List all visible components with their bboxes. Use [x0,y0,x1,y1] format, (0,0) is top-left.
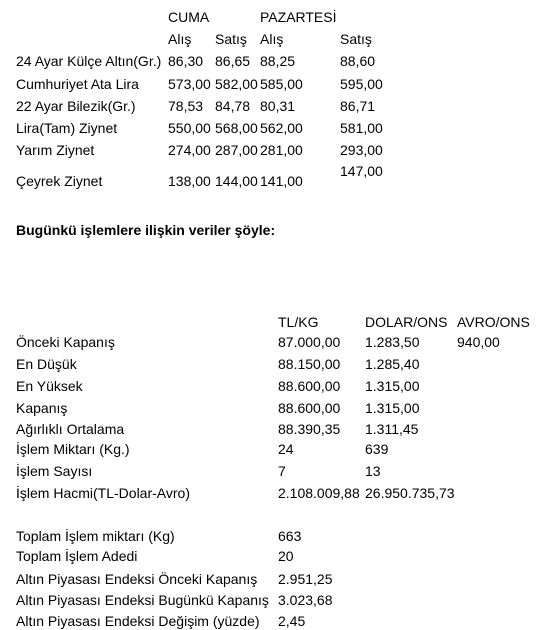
summary-label: Altın Piyasası Endeksi Bugünkü Kapanış [16,592,269,608]
cell: 88.390,35 [278,421,341,437]
row-label: Çeyrek Ziynet [16,173,103,189]
row-label: İşlem Sayısı [16,463,93,479]
row-label: Cumhuriyet Ata Lira [16,76,139,92]
cell: 940,00 [457,334,500,350]
cell: 1.285,40 [365,356,420,372]
cell: 1.283,50 [365,334,420,350]
col-header-buy-1: Alış [168,31,192,47]
cell: 144,00 [215,173,258,189]
cell: 293,00 [340,142,383,158]
cell: 24 [278,441,294,457]
row-label: Yarım Ziynet [16,142,95,158]
cell: 639 [365,441,389,457]
row-label: En Yüksek [16,378,83,394]
col-header-buy-2: Alış [260,31,284,47]
row-label: 24 Ayar Külçe Altın(Gr.) [16,53,162,69]
cell: 1.315,00 [365,400,420,416]
summary-value: 3.023,68 [278,592,333,608]
cell: 138,00 [168,173,211,189]
summary-value: 2.951,25 [278,571,333,587]
cell: 287,00 [215,142,258,158]
row-label: Ağırlıklı Ortalama [16,421,125,437]
col-header-tl-kg: TL/KG [278,314,319,330]
row-label: Kapanış [16,400,68,416]
cell: 86,30 [168,53,204,69]
cell: 1.311,45 [365,421,419,437]
cell: 88.150,00 [278,356,341,372]
cell: 88.600,00 [278,400,341,416]
cell: 573,00 [168,76,211,92]
cell: 147,00 [340,163,383,179]
row-label: Lira(Tam) Ziynet [16,120,118,136]
col-header-dolar-ons: DOLAR/ONS [365,314,448,330]
cell: 13 [365,463,381,479]
cell: 88,60 [340,53,376,69]
summary-label: Toplam İşlem miktarı (Kg) [16,528,175,544]
cell: 274,00 [168,142,211,158]
row-label: İşlem Hacmi(TL-Dolar-Avro) [16,485,190,501]
cell: 87.000,00 [278,334,341,350]
day-header-friday: CUMA [168,9,210,25]
cell: 84,78 [215,98,251,114]
cell: 581,00 [340,120,383,136]
day-header-monday: PAZARTESİ [260,9,337,25]
cell: 86,71 [340,98,376,114]
cell: 582,00 [215,76,258,92]
col-header-sell-1: Satış [215,31,247,47]
cell: 281,00 [260,142,303,158]
cell: 7 [278,463,286,479]
col-header-avro-ons: AVRO/ONS [457,314,530,330]
cell: 585,00 [260,76,303,92]
cell: 595,00 [340,76,383,92]
cell: 86,65 [215,53,251,69]
cell: 550,00 [168,120,211,136]
summary-value: 20 [278,548,294,564]
cell: 568,00 [215,120,258,136]
cell: 88.600,00 [278,378,341,394]
cell: 78,53 [168,98,204,114]
summary-value: 2,45 [278,613,306,629]
col-header-sell-2: Satış [340,31,372,47]
summary-value: 663 [278,528,302,544]
row-label: Önceki Kapanış [16,334,115,350]
section-title: Bugünkü işlemlere ilişkin veriler şöyle: [16,222,276,238]
cell: 88,25 [260,53,296,69]
summary-label: Altın Piyasası Endeksi Değişim (yüzde) [16,613,260,629]
summary-label: Toplam İşlem Adedi [16,548,138,564]
cell: 80,31 [260,98,296,114]
cell: 26.950.735,73 [365,485,455,501]
cell: 2.108.009,88 [278,485,360,501]
cell: 141,00 [260,173,303,189]
summary-label: Altın Piyasası Endeksi Önceki Kapanış [16,571,258,587]
cell: 1.315,00 [365,378,420,394]
row-label: İşlem Miktarı (Kg.) [16,441,130,457]
cell: 562,00 [260,120,303,136]
row-label: 22 Ayar Bilezik(Gr.) [16,98,136,114]
row-label: En Düşük [16,356,77,372]
